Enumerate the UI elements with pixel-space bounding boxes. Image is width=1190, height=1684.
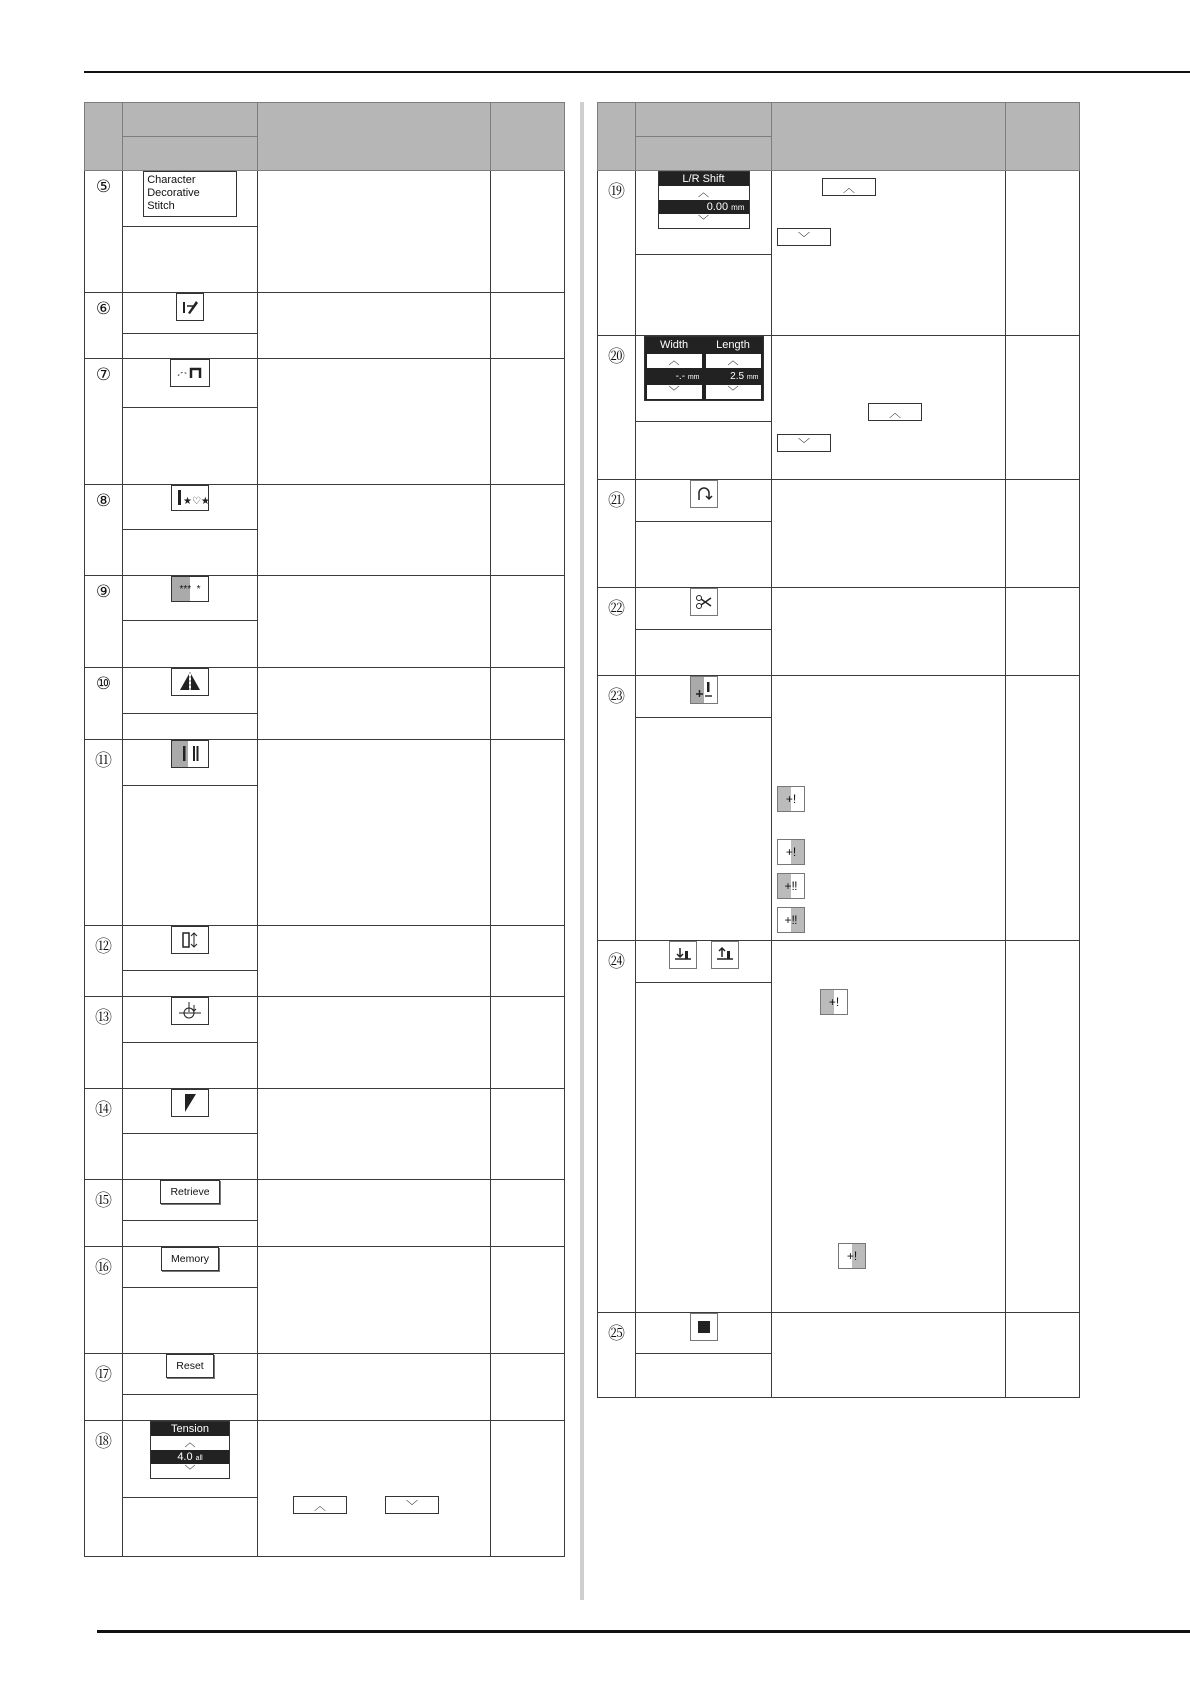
reset-button[interactable]: Reset <box>166 1354 213 1378</box>
key-name-cell <box>636 522 772 588</box>
page-cell <box>491 668 565 740</box>
row-number: ⑮ <box>85 1180 123 1247</box>
description-cell <box>258 171 491 293</box>
needle-stop-icon[interactable] <box>690 676 718 704</box>
pivot-icon[interactable] <box>171 1089 209 1117</box>
key-name-cell <box>636 718 772 941</box>
description-cell <box>258 1421 491 1557</box>
lr-shift-panel <box>658 171 750 229</box>
lr-shift-title: L/R Shift <box>659 172 749 186</box>
lr-shift-up-button[interactable]: ︿ <box>698 187 709 199</box>
description-cell <box>258 997 491 1089</box>
page-cell <box>1006 336 1080 480</box>
page-cell <box>1006 676 1080 941</box>
description-cell <box>258 1089 491 1180</box>
row-number: ⑭ <box>85 1089 123 1180</box>
lr-shift-unit: mm <box>731 203 745 212</box>
inline-down-arrow-icon: ﹀ <box>777 228 831 246</box>
inline-up-arrow-icon: ︿ <box>822 178 876 196</box>
lr-shift-value: 0.00 <box>706 201 729 213</box>
key-name-cell <box>123 1498 258 1557</box>
header-cell-no <box>598 103 636 171</box>
row-number: ⑬ <box>85 997 123 1089</box>
page-cell <box>491 1180 565 1247</box>
header-cell-key-name <box>123 137 258 171</box>
page-cell <box>491 997 565 1089</box>
key-name-cell <box>636 1354 772 1398</box>
page-cell <box>1006 480 1080 588</box>
key-name-cell <box>123 971 258 997</box>
key-name-cell <box>636 983 772 1313</box>
description-cell <box>772 480 1006 588</box>
description-cell <box>772 588 1006 676</box>
header-cell-key-name <box>636 137 772 171</box>
key-name-cell <box>123 334 258 359</box>
page-cell <box>491 1421 565 1557</box>
description-cell <box>258 740 491 926</box>
description-cell <box>258 668 491 740</box>
page-cell <box>1006 941 1080 1313</box>
presser-foot-up-icon[interactable] <box>711 941 739 969</box>
stop-icon[interactable] <box>690 1313 718 1341</box>
width-unit: mm <box>687 374 700 381</box>
needle-position-icon[interactable] <box>171 997 209 1025</box>
mirror-triangle-icon[interactable] <box>171 668 209 696</box>
presser-foot-down-icon[interactable] <box>669 941 697 969</box>
row-number: ⑤ <box>85 171 123 293</box>
description-cell <box>772 171 1006 336</box>
left-key-table <box>84 102 565 1557</box>
column-divider <box>580 102 584 1600</box>
needle-stop-down-icon: +! <box>820 989 848 1015</box>
header-cell-page <box>1006 103 1080 171</box>
key-name-cell <box>636 255 772 336</box>
width-value-display <box>645 369 704 384</box>
header-cell-display <box>636 103 772 137</box>
page-cell <box>491 926 565 997</box>
length-down-button[interactable]: ﹀ <box>706 385 761 399</box>
tension-title: Tension <box>151 1422 229 1436</box>
length-value-display <box>704 369 763 384</box>
page-cell <box>491 1354 565 1421</box>
thread-cut-icon[interactable] <box>690 588 718 616</box>
row-number: ⑫ <box>85 926 123 997</box>
width-length-panel <box>644 336 764 401</box>
memory-button[interactable]: Memory <box>161 1247 219 1271</box>
tension-value: 4.0 <box>177 1451 193 1463</box>
description-cell <box>258 293 491 359</box>
row-number: ㉓ <box>598 676 636 941</box>
needle-stop-twin-up-icon: +‼ <box>777 907 805 933</box>
needle-stars-icon[interactable] <box>171 485 209 511</box>
description-cell <box>258 485 491 576</box>
row-number: ⑳ <box>598 336 636 480</box>
right-key-table <box>597 102 1080 1398</box>
row-number: ⑩ <box>85 668 123 740</box>
row-number: ⑪ <box>85 740 123 926</box>
row-number: ㉕ <box>598 1313 636 1398</box>
row-number: ㉒ <box>598 588 636 676</box>
retrieve-button[interactable]: Retrieve <box>160 1180 219 1204</box>
row-number: ㉔ <box>598 941 636 1313</box>
key-name-cell <box>636 630 772 676</box>
length-value: 2.5 <box>730 371 745 382</box>
description-cell <box>772 676 1006 941</box>
tension-down-button[interactable]: ﹀ <box>184 1465 196 1477</box>
stitch-density-icon[interactable] <box>171 576 209 602</box>
header-cell-no <box>85 103 123 171</box>
key-name-cell <box>123 621 258 668</box>
key-name-cell <box>636 422 772 480</box>
inline-down-arrow-icon: ﹀ <box>777 434 831 452</box>
page-cell <box>491 171 565 293</box>
reverse-stitch-icon[interactable] <box>690 480 718 508</box>
image-edit-icon[interactable] <box>176 293 204 321</box>
header-cell-page <box>491 103 565 171</box>
inline-down-arrow-icon: ﹀ <box>385 1496 439 1514</box>
hand-undo-icon[interactable] <box>170 359 210 387</box>
row-number: ⑰ <box>85 1354 123 1421</box>
key-name-cell <box>123 1043 258 1089</box>
tension-up-button[interactable]: ︿ <box>184 1437 196 1449</box>
width-title: Width <box>659 339 689 351</box>
stitch-density-label: *** * <box>179 583 201 595</box>
length-title: Length <box>716 339 750 351</box>
key-name-cell <box>123 1134 258 1180</box>
description-cell <box>772 336 1006 480</box>
lr-shift-down-button[interactable]: ﹀ <box>698 215 709 227</box>
stitch-length-icon[interactable] <box>171 926 209 954</box>
page-cell <box>491 576 565 668</box>
description-cell <box>772 941 1006 1313</box>
key-name-cell <box>123 1221 258 1247</box>
key-name-cell <box>123 786 258 926</box>
needle-stop-up-icon: +! <box>838 1243 866 1269</box>
tension-panel <box>150 1421 230 1479</box>
row-number: ⑧ <box>85 485 123 576</box>
inline-up-arrow-icon: ︿ <box>868 403 922 421</box>
page-cell <box>491 1089 565 1180</box>
page-cell <box>491 1247 565 1354</box>
needle-stop-up-icon: +! <box>777 839 805 865</box>
width-up-button[interactable]: ︿ <box>647 354 702 368</box>
row-number: ⑲ <box>598 171 636 336</box>
page-cell <box>491 485 565 576</box>
description-cell <box>258 1180 491 1247</box>
page-cell <box>491 293 565 359</box>
page-cell <box>1006 171 1080 336</box>
description-cell <box>258 576 491 668</box>
length-unit: mm <box>746 374 759 381</box>
description-cell <box>258 1247 491 1354</box>
description-cell <box>258 1354 491 1421</box>
row-number: ⑦ <box>85 359 123 485</box>
description-cell <box>772 1313 1006 1398</box>
inline-up-arrow-icon: ︿ <box>293 1496 347 1514</box>
character-decorative-stitch-key[interactable]: Character Decorative Stitch <box>143 171 237 217</box>
description-cell <box>258 926 491 997</box>
page-cell <box>491 359 565 485</box>
svg-text:★♡★: ★♡★ <box>183 496 210 507</box>
tension-unit: all <box>195 1455 203 1462</box>
needle-stop-down-icon: +! <box>777 786 805 812</box>
description-cell <box>258 359 491 485</box>
row-number: ⑥ <box>85 293 123 359</box>
row-number: ㉑ <box>598 480 636 588</box>
page-cell <box>1006 1313 1080 1398</box>
page-cell <box>491 740 565 926</box>
lr-shift-value-display <box>659 200 749 214</box>
width-value: -.- <box>675 371 686 382</box>
key-name-cell <box>123 227 258 293</box>
header-cell-description <box>772 103 1006 171</box>
key-name-cell <box>123 1395 258 1421</box>
page-cell <box>1006 588 1080 676</box>
key-name-cell <box>123 408 258 485</box>
top-rule <box>84 71 1190 73</box>
row-number: ⑯ <box>85 1247 123 1354</box>
header-cell-description <box>258 103 491 171</box>
header-cell-display <box>123 103 258 137</box>
key-name-cell <box>123 1288 258 1354</box>
row-number: ⑱ <box>85 1421 123 1557</box>
key-name-cell <box>123 714 258 740</box>
key-name-cell <box>123 530 258 576</box>
length-up-button[interactable]: ︿ <box>706 354 761 368</box>
row-number: ⑨ <box>85 576 123 668</box>
tension-value-display <box>151 1450 229 1464</box>
needle-stop-twin-down-icon: +‼ <box>777 873 805 899</box>
single-twin-needle-icon[interactable] <box>171 740 209 768</box>
width-down-button[interactable]: ﹀ <box>647 385 702 399</box>
bottom-rule <box>97 1630 1190 1633</box>
